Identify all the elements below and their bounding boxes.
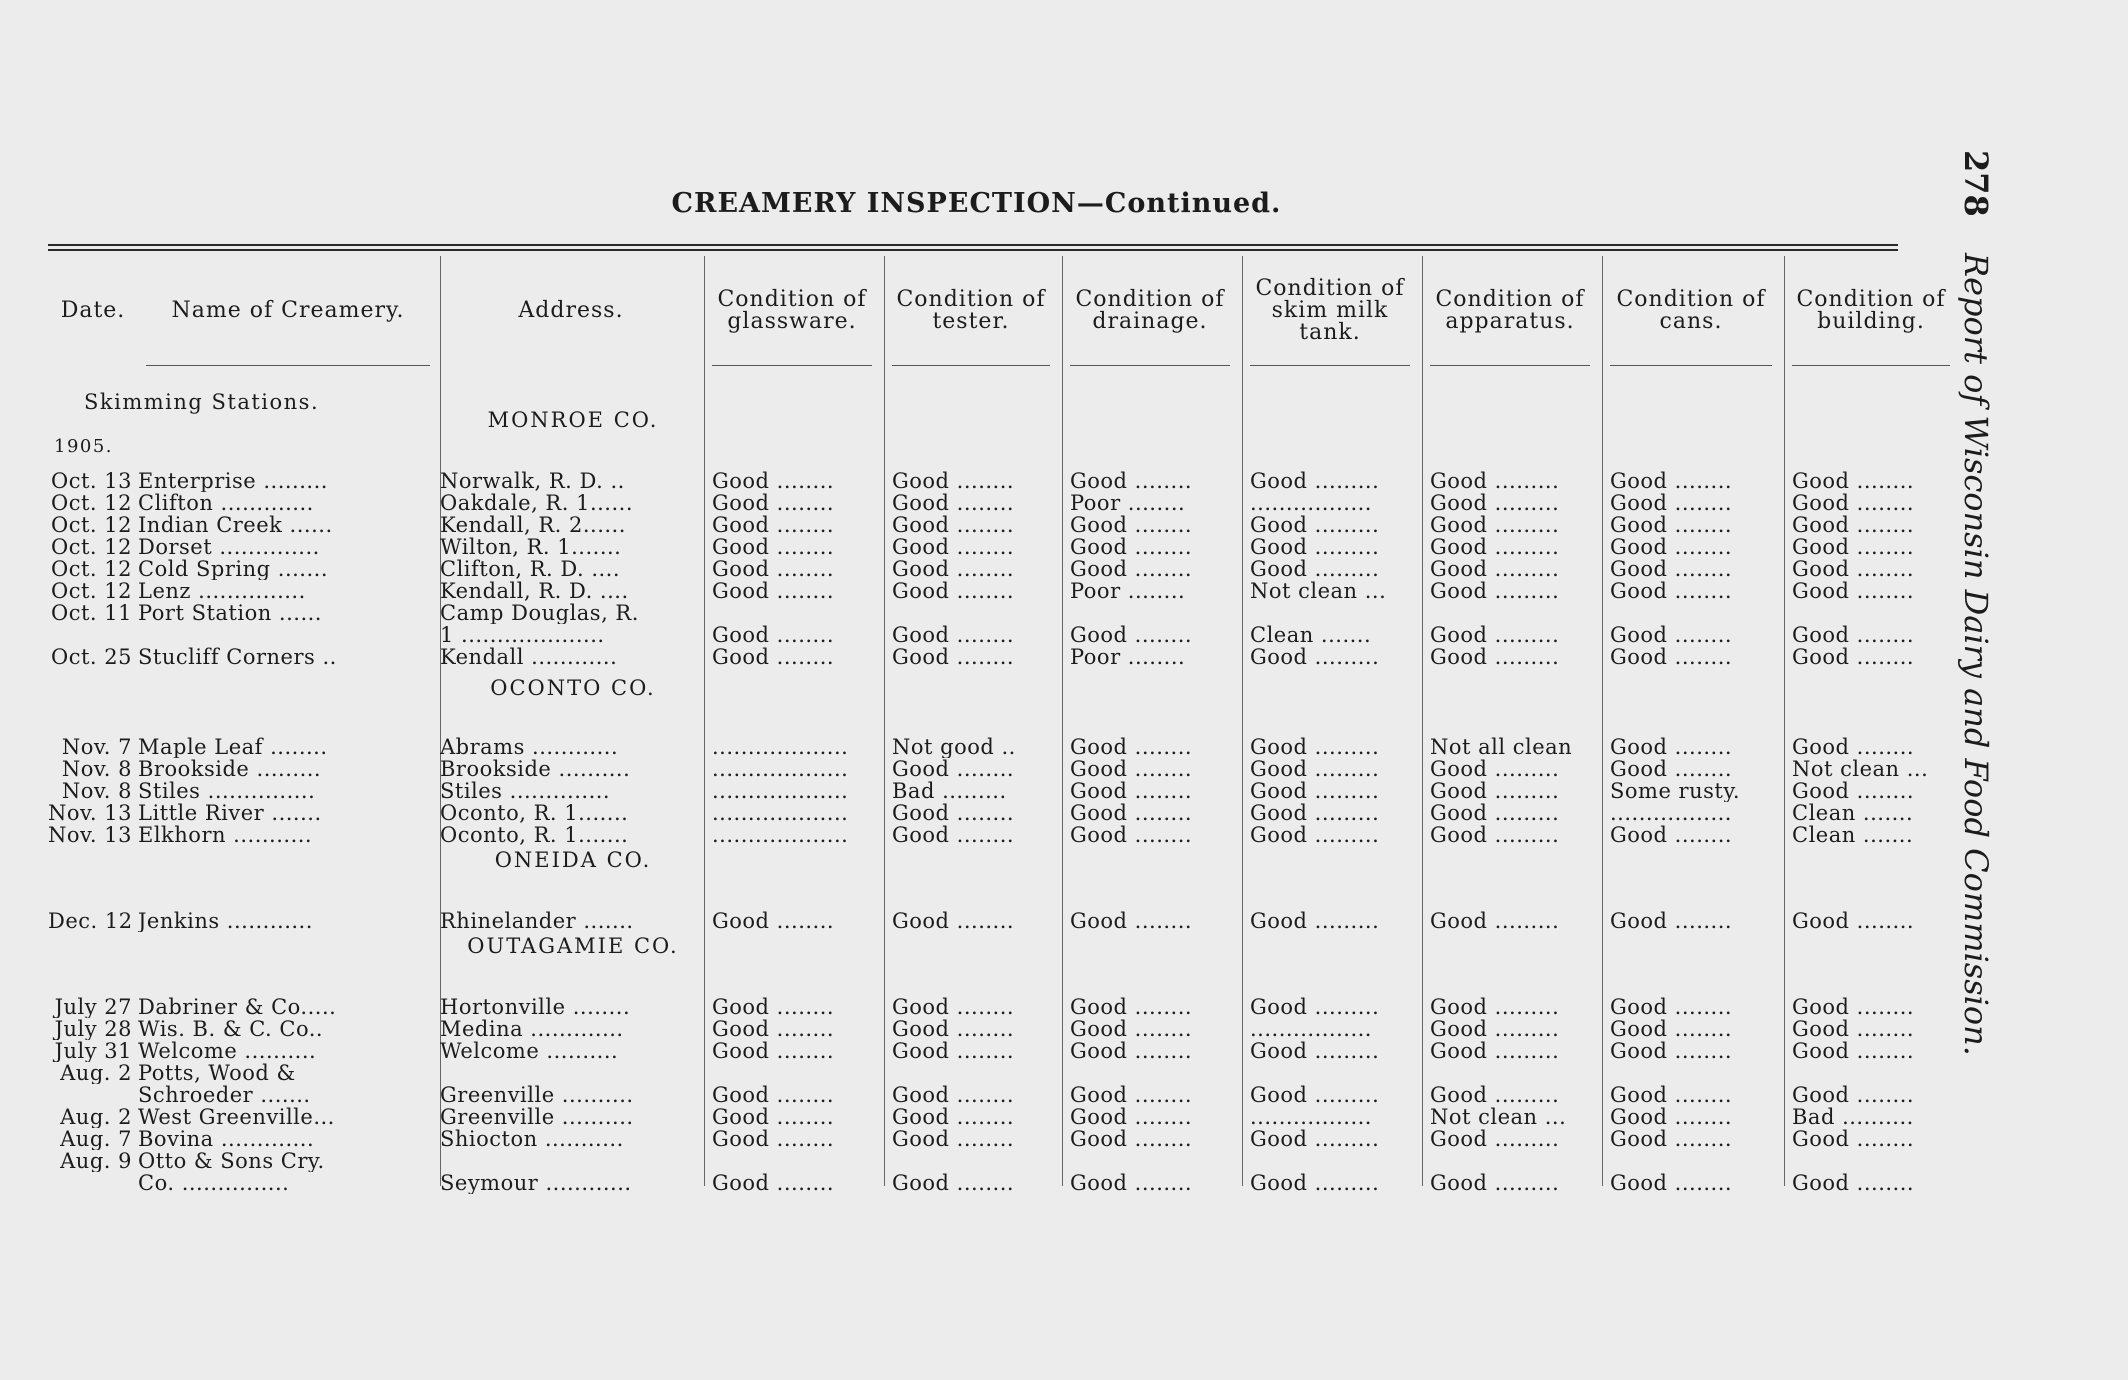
tester-cell: Good ........ (892, 536, 1015, 558)
skim-milk-tank-cell: Good ......... (1250, 1128, 1380, 1150)
top-rule-second (48, 249, 1898, 251)
cans-cell: Good ........ (1610, 996, 1733, 1018)
cans-cell: Good ........ (1610, 580, 1733, 602)
apparatus-cell: Good ......... (1430, 580, 1560, 602)
drainage-cell: Good ........ (1070, 536, 1193, 558)
header-apparatus: Condition of apparatus. (1422, 256, 1598, 366)
address-cell: Clifton, R. D. .... (440, 558, 621, 580)
tester-cell: Not good .. (892, 736, 1016, 758)
tester-cell: Good ........ (892, 802, 1015, 824)
name-cell: Indian Creek ...... (138, 514, 333, 536)
glassware-cell: Good ........ (712, 646, 835, 668)
glassware-cell: Good ........ (712, 536, 835, 558)
cans-cell: Good ........ (1610, 1172, 1733, 1194)
address-cell: Kendall ............ (440, 646, 618, 668)
address-cell: Seymour ............ (440, 1172, 632, 1194)
name-cell: Dabriner & Co..... (138, 996, 337, 1018)
drainage-cell: Good ........ (1070, 1018, 1193, 1040)
address-cell: Welcome .......... (440, 1040, 619, 1062)
table-row (48, 1172, 1918, 1194)
skim-milk-tank-cell: Good ......... (1250, 536, 1380, 558)
building-cell: Not clean ... (1792, 758, 1929, 780)
skim-milk-tank-cell: Good ......... (1250, 780, 1380, 802)
date-cell: Oct. 13 (51, 470, 132, 492)
skim-milk-tank-cell: Good ......... (1250, 758, 1380, 780)
section-label: Skimming Stations. (84, 390, 320, 414)
cans-cell: Good ........ (1610, 558, 1733, 580)
glassware-cell: Good ........ (712, 1128, 835, 1150)
address-cell: Greenville .......... (440, 1106, 634, 1128)
apparatus-cell: Good ......... (1430, 1040, 1560, 1062)
table-row (48, 736, 1918, 758)
year-label: 1905. (54, 436, 114, 457)
building-cell: Good ........ (1792, 646, 1915, 668)
skim-milk-tank-cell: Good ......... (1250, 736, 1380, 758)
glassware-cell: Good ........ (712, 514, 835, 536)
glassware-cell: Good ........ (712, 1018, 835, 1040)
cans-cell: Good ........ (1610, 646, 1733, 668)
name-cell: Jenkins ............ (138, 910, 313, 932)
address-cell: Kendall, R. 2...... (440, 514, 626, 536)
table-row (48, 758, 1929, 780)
tester-cell: Good ........ (892, 558, 1015, 580)
report-title: Report of Wisconsin Dairy and Food Commission. (1957, 252, 1995, 1056)
name-cell: Enterprise ......... (138, 470, 328, 492)
drainage-cell: Good ........ (1070, 780, 1193, 802)
glassware-cell: ................... (712, 824, 849, 846)
table-row (48, 470, 1918, 492)
apparatus-cell: Not clean ... (1430, 1106, 1567, 1128)
tester-cell: Good ........ (892, 1040, 1015, 1062)
apparatus-cell: Good ......... (1430, 514, 1560, 536)
building-cell: Good ........ (1792, 624, 1915, 646)
table-row (48, 492, 1918, 514)
drainage-cell: Good ........ (1070, 758, 1193, 780)
table-row (48, 1018, 1918, 1040)
skim-milk-tank-cell: Good ......... (1250, 514, 1380, 536)
skim-milk-tank-cell: ................. (1250, 1018, 1372, 1040)
drainage-cell: Poor ........ (1070, 492, 1186, 514)
cans-cell: ................. (1610, 802, 1732, 824)
date-cell: Oct. 12 (51, 492, 132, 514)
tester-cell: Good ........ (892, 824, 1015, 846)
county-heading: ONEIDA CO. (494, 848, 652, 872)
apparatus-cell: Good ......... (1430, 1084, 1560, 1106)
page-number: 278 (1957, 150, 1995, 217)
skim-milk-tank-cell: Good ......... (1250, 824, 1380, 846)
apparatus-cell: Good ......... (1430, 1172, 1560, 1194)
glassware-cell: Good ........ (712, 624, 835, 646)
building-cell: Good ........ (1792, 1172, 1915, 1194)
address-cell: Oconto, R. 1....... (440, 802, 629, 824)
skim-milk-tank-cell: ................. (1250, 1106, 1372, 1128)
apparatus-cell: Good ......... (1430, 1018, 1560, 1040)
glassware-cell: Good ........ (712, 1172, 835, 1194)
tester-cell: Good ........ (892, 492, 1015, 514)
top-rule (48, 244, 1898, 246)
drainage-cell: Good ........ (1070, 558, 1193, 580)
table-row (48, 1128, 1918, 1150)
glassware-cell: Good ........ (712, 996, 835, 1018)
address-cell: Kendall, R. D. .... (440, 580, 629, 602)
drainage-cell: Good ........ (1070, 470, 1193, 492)
table-row (48, 996, 1918, 1018)
tester-cell: Good ........ (892, 1128, 1015, 1150)
date-cell: Oct. 25 (51, 646, 132, 668)
table-row (48, 910, 1918, 932)
date-cell: Oct. 12 (51, 514, 132, 536)
cans-cell: Good ........ (1610, 1040, 1733, 1062)
name-cell: Dorset .............. (138, 536, 320, 558)
skim-milk-tank-cell: Not clean ... (1250, 580, 1387, 602)
glassware-cell: Good ........ (712, 580, 835, 602)
header-address: Address. (518, 298, 624, 323)
header-cans: Condition of cans. (1602, 256, 1780, 366)
name-cell: Little River ....... (138, 802, 322, 824)
drainage-cell: Good ........ (1070, 624, 1193, 646)
address-cell: Abrams ............ (440, 736, 619, 758)
building-cell: Good ........ (1792, 492, 1915, 514)
date-cell: Nov. 13 (48, 824, 132, 846)
glassware-cell: Good ........ (712, 1084, 835, 1106)
table-row (48, 1040, 1918, 1062)
address-cell: Brookside .......... (440, 758, 631, 780)
skim-milk-tank-cell: Good ......... (1250, 646, 1380, 668)
skim-milk-tank-cell: ................. (1250, 492, 1372, 514)
drainage-cell: Good ........ (1070, 1172, 1193, 1194)
header-tester: Condition of tester. (884, 256, 1058, 366)
building-cell: Good ........ (1792, 470, 1915, 492)
table-row (48, 1106, 1918, 1128)
drainage-cell: Poor ........ (1070, 580, 1186, 602)
tester-cell: Good ........ (892, 624, 1015, 646)
glassware-cell: Good ........ (712, 558, 835, 580)
name-cell: Maple Leaf ........ (138, 736, 328, 758)
building-cell: Good ........ (1792, 780, 1915, 802)
address-cell: Medina ............. (440, 1018, 624, 1040)
table-row (48, 514, 1918, 536)
cans-cell: Good ........ (1610, 1084, 1733, 1106)
address-cell: Hortonville ........ (440, 996, 631, 1018)
skim-milk-tank-cell: Good ......... (1250, 558, 1380, 580)
header-glassware: Condition of glassware. (704, 256, 880, 366)
date-cell: Aug. 2 (60, 1106, 132, 1128)
glassware-cell: Good ........ (712, 910, 835, 932)
skim-milk-tank-cell: Good ......... (1250, 1040, 1380, 1062)
cans-cell: Good ........ (1610, 758, 1733, 780)
county-heading: MONROE CO. (487, 408, 659, 432)
name-cell: Clifton ............. (138, 492, 314, 514)
table-row (48, 1084, 1918, 1106)
drainage-cell: Good ........ (1070, 824, 1193, 846)
skim-milk-tank-cell: Clean ....... (1250, 624, 1372, 646)
name-cell: West Greenville... (138, 1106, 335, 1128)
county-heading: OUTAGAMIE CO. (467, 934, 679, 958)
table-row (48, 780, 1918, 802)
cans-cell: Good ........ (1610, 1128, 1733, 1150)
apparatus-cell: Good ......... (1430, 624, 1560, 646)
skim-milk-tank-cell: Good ......... (1250, 802, 1380, 824)
table-row (48, 602, 1918, 624)
apparatus-cell: Good ......... (1430, 824, 1560, 846)
apparatus-cell: Good ......... (1430, 996, 1560, 1018)
name-cell: Lenz ............... (138, 580, 306, 602)
tester-cell: Good ........ (892, 514, 1015, 536)
apparatus-cell: Good ......... (1430, 910, 1560, 932)
building-cell: Good ........ (1792, 910, 1915, 932)
drainage-cell: Good ........ (1070, 996, 1193, 1018)
address-cell: Wilton, R. 1....... (440, 536, 622, 558)
date-cell: July 31 (54, 1040, 132, 1062)
building-cell: Good ........ (1792, 536, 1915, 558)
cans-cell: Good ........ (1610, 736, 1733, 758)
glassware-cell: ................... (712, 802, 849, 824)
building-cell: Clean ....... (1792, 802, 1914, 824)
tester-cell: Good ........ (892, 580, 1015, 602)
drainage-cell: Good ........ (1070, 802, 1193, 824)
header-skim-milk-tank: Condition of skim milk tank. (1242, 256, 1418, 366)
building-cell: Good ........ (1792, 558, 1915, 580)
glassware-cell: Good ........ (712, 492, 835, 514)
cans-cell: Good ........ (1610, 824, 1733, 846)
cans-cell: Good ........ (1610, 470, 1733, 492)
drainage-cell: Good ........ (1070, 514, 1193, 536)
name-cell: Bovina ............. (138, 1128, 315, 1150)
name-cell: Port Station ...... (138, 602, 322, 624)
building-cell: Good ........ (1792, 1018, 1915, 1040)
tester-cell: Good ........ (892, 1018, 1015, 1040)
table-row (48, 824, 1918, 846)
table-row (48, 1150, 1918, 1172)
date-cell: Dec. 12 (48, 910, 133, 932)
apparatus-cell: Good ......... (1430, 646, 1560, 668)
cans-cell: Good ........ (1610, 1106, 1733, 1128)
cans-cell: Good ........ (1610, 624, 1733, 646)
table-header (48, 256, 1946, 366)
cans-cell: Good ........ (1610, 1018, 1733, 1040)
table-row (48, 536, 1918, 558)
date-cell: Aug. 9 (60, 1150, 132, 1172)
tester-cell: Good ........ (892, 910, 1015, 932)
apparatus-cell: Good ......... (1430, 758, 1560, 780)
date-cell: Nov. 7 (61, 736, 132, 758)
apparatus-cell: Good ......... (1430, 470, 1560, 492)
name-cell: Potts, Wood & (138, 1062, 296, 1084)
drainage-cell: Good ........ (1070, 1128, 1193, 1150)
cans-cell: Good ........ (1610, 536, 1733, 558)
skim-milk-tank-cell: Good ......... (1250, 910, 1380, 932)
name-cell: Welcome .......... (138, 1040, 317, 1062)
address-cell: Greenville .......... (440, 1084, 634, 1106)
glassware-cell: Good ........ (712, 470, 835, 492)
date-cell: Aug. 7 (60, 1128, 132, 1150)
address-cell: 1 .................... (440, 624, 605, 646)
tester-cell: Good ........ (892, 1106, 1015, 1128)
skim-milk-tank-cell: Good ......... (1250, 470, 1380, 492)
tester-cell: Good ........ (892, 758, 1015, 780)
building-cell: Bad .......... (1792, 1106, 1914, 1128)
apparatus-cell: Good ......... (1430, 558, 1560, 580)
table-row (48, 580, 1918, 602)
name-cell: Otto & Sons Cry. (138, 1150, 325, 1172)
building-cell: Clean ....... (1792, 824, 1914, 846)
apparatus-cell: Good ......... (1430, 1128, 1560, 1150)
date-cell: Oct. 12 (51, 580, 132, 602)
date-cell: Nov. 8 (61, 780, 132, 802)
glassware-cell: ................... (712, 758, 849, 780)
table-row (48, 802, 1918, 824)
glassware-cell: ................... (712, 736, 849, 758)
building-cell: Good ........ (1792, 736, 1915, 758)
address-cell: Stiles .............. (440, 780, 611, 802)
drainage-cell: Good ........ (1070, 1084, 1193, 1106)
tester-cell: Bad ......... (892, 780, 1007, 802)
tester-cell: Good ........ (892, 1172, 1015, 1194)
building-cell: Good ........ (1792, 1040, 1915, 1062)
building-cell: Good ........ (1792, 1084, 1915, 1106)
drainage-cell: Good ........ (1070, 1040, 1193, 1062)
building-cell: Good ........ (1792, 514, 1915, 536)
glassware-cell: Good ........ (712, 1106, 835, 1128)
county-heading: OCONTO CO. (490, 676, 656, 700)
tester-cell: Good ........ (892, 470, 1015, 492)
date-cell: July 27 (54, 996, 132, 1018)
date-cell: Nov. 13 (48, 802, 132, 824)
date-cell: July 28 (54, 1018, 132, 1040)
header-drainage: Condition of drainage. (1062, 256, 1238, 366)
tester-cell: Good ........ (892, 646, 1015, 668)
drainage-cell: Good ........ (1070, 1106, 1193, 1128)
date-cell: Oct. 12 (51, 536, 132, 558)
drainage-cell: Good ........ (1070, 736, 1193, 758)
name-cell: Stiles ............... (138, 780, 316, 802)
address-cell: Rhinelander ....... (440, 910, 634, 932)
date-cell: Oct. 12 (51, 558, 132, 580)
table-row (48, 1062, 1918, 1084)
building-cell: Good ........ (1792, 580, 1915, 602)
building-cell: Good ........ (1792, 996, 1915, 1018)
name-cell: Stucliff Corners .. (138, 646, 337, 668)
name-cell: Brookside ......... (138, 758, 322, 780)
date-cell: Nov. 8 (61, 758, 132, 780)
drainage-cell: Poor ........ (1070, 646, 1186, 668)
name-cell: Cold Spring ....... (138, 558, 328, 580)
cans-cell: Good ........ (1610, 910, 1733, 932)
name-cell: Elkhorn ........... (138, 824, 313, 846)
table-row (48, 646, 1918, 668)
date-cell: Aug. 2 (60, 1062, 132, 1084)
skim-milk-tank-cell: Good ......... (1250, 1172, 1380, 1194)
address-cell: Oconto, R. 1....... (440, 824, 629, 846)
cans-cell: Good ........ (1610, 514, 1733, 536)
cans-cell: Good ........ (1610, 492, 1733, 514)
glassware-cell: Good ........ (712, 1040, 835, 1062)
skim-milk-tank-cell: Good ......... (1250, 996, 1380, 1018)
date-cell: Oct. 11 (51, 602, 132, 624)
header-building: Condition of building. (1784, 256, 1958, 366)
apparatus-cell: Not all clean (1430, 736, 1573, 758)
name-cell: Co. ............... (138, 1172, 290, 1194)
apparatus-cell: Good ......... (1430, 492, 1560, 514)
glassware-cell: ................... (712, 780, 849, 802)
address-cell: Shiocton ........... (440, 1128, 624, 1150)
apparatus-cell: Good ......... (1430, 802, 1560, 824)
cans-cell: Some rusty. (1610, 780, 1741, 802)
apparatus-cell: Good ......... (1430, 780, 1560, 802)
address-cell: Norwalk, R. D. .. (440, 470, 625, 492)
building-cell: Good ........ (1792, 1128, 1915, 1150)
header-date: Date. (60, 298, 126, 323)
skim-milk-tank-cell: Good ......... (1250, 1084, 1380, 1106)
apparatus-cell: Good ......... (1430, 536, 1560, 558)
address-cell: Oakdale, R. 1...... (440, 492, 633, 514)
drainage-cell: Good ........ (1070, 910, 1193, 932)
tester-cell: Good ........ (892, 1084, 1015, 1106)
table-row (48, 624, 1918, 646)
address-cell: Camp Douglas, R. (440, 602, 639, 624)
page-title: CREAMERY INSPECTION—Continued. (671, 188, 1282, 219)
name-cell: Schroeder ....... (138, 1084, 311, 1106)
table-row (48, 558, 1918, 580)
header-name: Name of Creamery. (138, 256, 438, 366)
tester-cell: Good ........ (892, 996, 1015, 1018)
name-cell: Wis. B. & C. Co.. (138, 1018, 324, 1040)
